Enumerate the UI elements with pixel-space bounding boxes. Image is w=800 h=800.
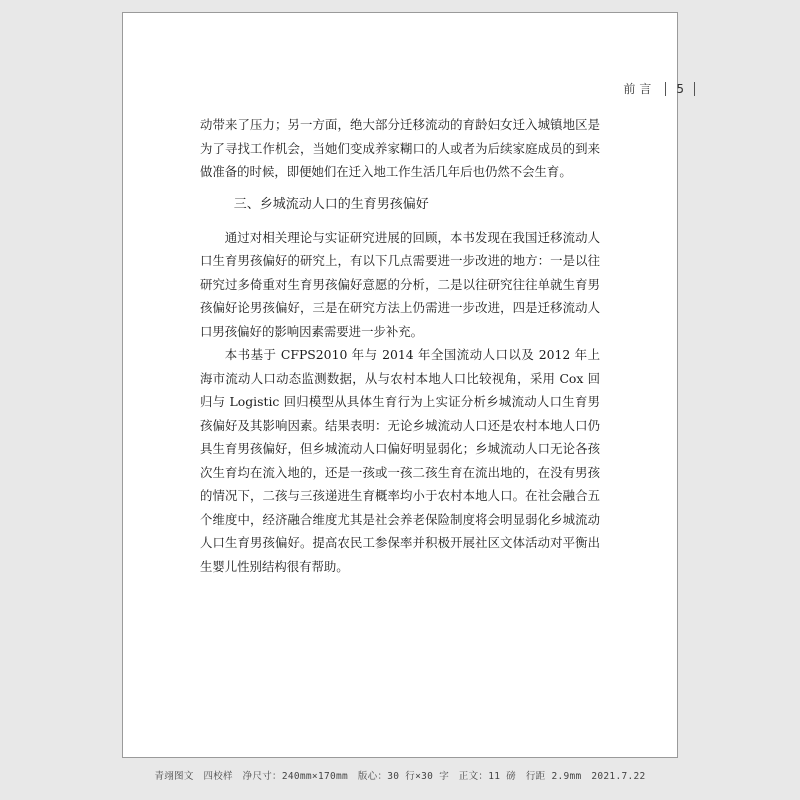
- header-rule-right: [694, 82, 695, 96]
- header-rule-left: [665, 82, 666, 96]
- printer-imprint-line: 青翊图文 四校样 净尺寸：240mm×170mm 版心：30 行×30 字 正文：11 磅 行距 2.9mm 2021.7.22: [154, 771, 646, 782]
- paragraph: 通过对相关理论与实证研究进展的回顾，本书发现在我国迁移流动人口生育男孩偏好的研究上，有以下几点需要进一步改进的地方：一是以往研究过多倚重对生育男孩偏好意愿的分析，二是以往研究往往单就生育男孩偏好论男孩偏好，三是在研究方法上仍需进一步改进，四是迁移流动人口男孩偏好的影响因素需要进一步补充。: [200, 229, 600, 339]
- body-text: [200, 113, 600, 578]
- section-title: 前言: [623, 82, 656, 96]
- running-head: [623, 80, 705, 97]
- page-number: 5: [676, 81, 684, 96]
- paragraph: 本书基于 CFPS2010 年与 2014 年全国流动人口以及 2012 年上海市流动人口动态监测数据，从与农村本地人口比较视角，采用 Cox 回归与 Logistic 回归模型从具体生育行为上实证分析乡城流动人口生育男孩偏好及其影响因素。结果表明：无论乡城流动人口还是农村本地人口仍具生育男孩偏好，但乡城流动人口偏好明显弱化；乡城流动人口无论各孩次生育均在流入地的，还是一孩或一孩二孩生育在流出地的，在没有男孩的情况下，二孩与三孩递进生育概率均小于农村本地人口。在社会融合五个维度中，经济融合维度尤其是社会养老保险制度将会明显弱化乡城流动人口生育男孩偏好。提高农民工参保率并积极开展社区文体活动对平衡出生婴儿性别结构很有帮助。: [200, 347, 600, 574]
- paragraph-continued: 动带来了压力；另一方面，绝大部分迁移流动的育龄妇女迁入城镇地区是为了寻找工作机会，当她们变成养家糊口的人或者为后续家庭成员的到来做准备的时候，即便她们在迁入地工作生活几年后也仍然不会生育。: [200, 117, 600, 179]
- section-heading: 三、乡城流动人口的生育男孩偏好: [233, 196, 429, 212]
